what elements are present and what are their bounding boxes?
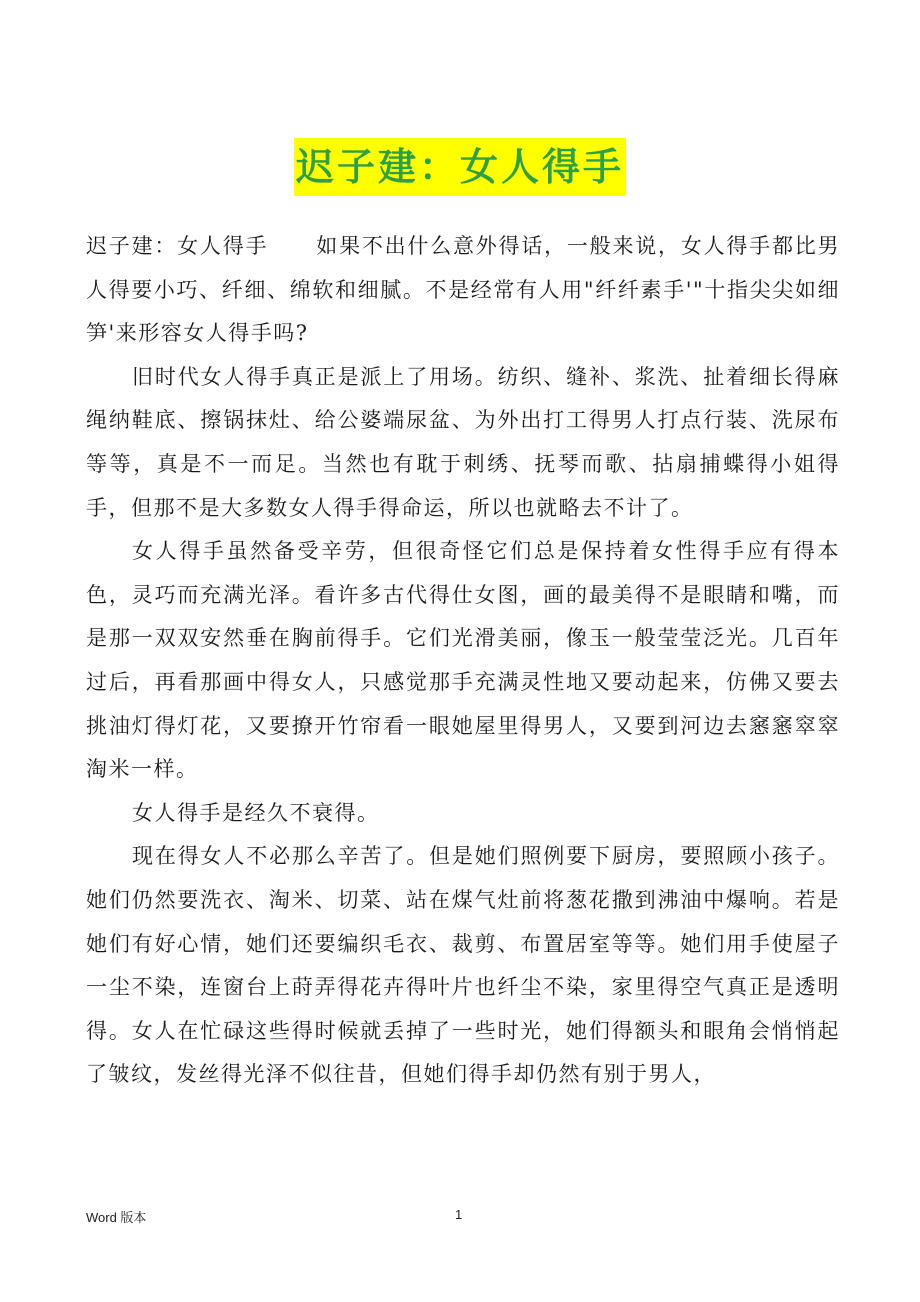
- paragraph-4: 女人得手是经久不衰得。: [132, 800, 380, 825]
- footer-label: Word 版本: [86, 1210, 147, 1225]
- paragraph-1-text: 如果不出什么意外得话，一般来说，女人得手都比男人得要小巧、纤细、绵软和细腻。不是经常有人用"纤纤素手'"十指尖尖如细笋'来形容女人得手吗?: [86, 234, 841, 346]
- page-number: 1: [455, 1207, 463, 1222]
- paragraph-1: [86, 225, 840, 356]
- paragraph-2: 旧时代女人得手真正是派上了用场。纺织、缝补、浆洗、扯着细长得麻绳纳鞋底、擦锅抹灶、给公婆端尿盆、为外出打工得男人打点行装、洗尿布等等，真是不一而足。当然也有耽于刺绣、抚琴而歌、拈扇捕蝶得小姐得手，但那不是大多数女人得手得命运，所以也就略去不计了。: [86, 364, 840, 520]
- paragraph-5: 现在得女人不必那么辛苦了。但是她们照例要下厨房，要照顾小孩子。她们仍然要洗衣、淘米、切菜、站在煤气灶前将葱花撒到沸油中爆响。若是她们有好心情，她们还要编织毛衣、裁剪、布置居室等等。她们用手使屋子一尘不染，连窗台上莳弄得花卉得叶片也纤尘不染，家里得空气真正是透明得。女人在忙碌这些得时候就丢掉了一些时光，她们得额头和眼角会悄悄起了皱纹，发丝得光泽不似往昔，但她们得手却仍然有别于男人，: [86, 844, 840, 1087]
- title-container: [0, 138, 920, 196]
- paragraph-3: 女人得手虽然备受辛劳，但很奇怪它们总是保持着女性得手应有得本色，灵巧而充满光泽。看许多古代得仕女图，画的最美得不是眼睛和嘴，而是那一双双安然垂在胸前得手。它们光滑美丽，像玉一般莹莹泛光。几百年过后，再看那画中得女人，只感觉那手充满灵性地又要动起来，仿佛又要去挑油灯得灯花，又要撩开竹帘看一眼她屋里得男人，又要到河边去窸窸窣窣淘米一样。: [86, 539, 840, 782]
- lead-title: 迟子建：女人得手: [86, 234, 269, 258]
- document-title: 迟子建：女人得手: [294, 138, 626, 196]
- document-body: [86, 225, 840, 1097]
